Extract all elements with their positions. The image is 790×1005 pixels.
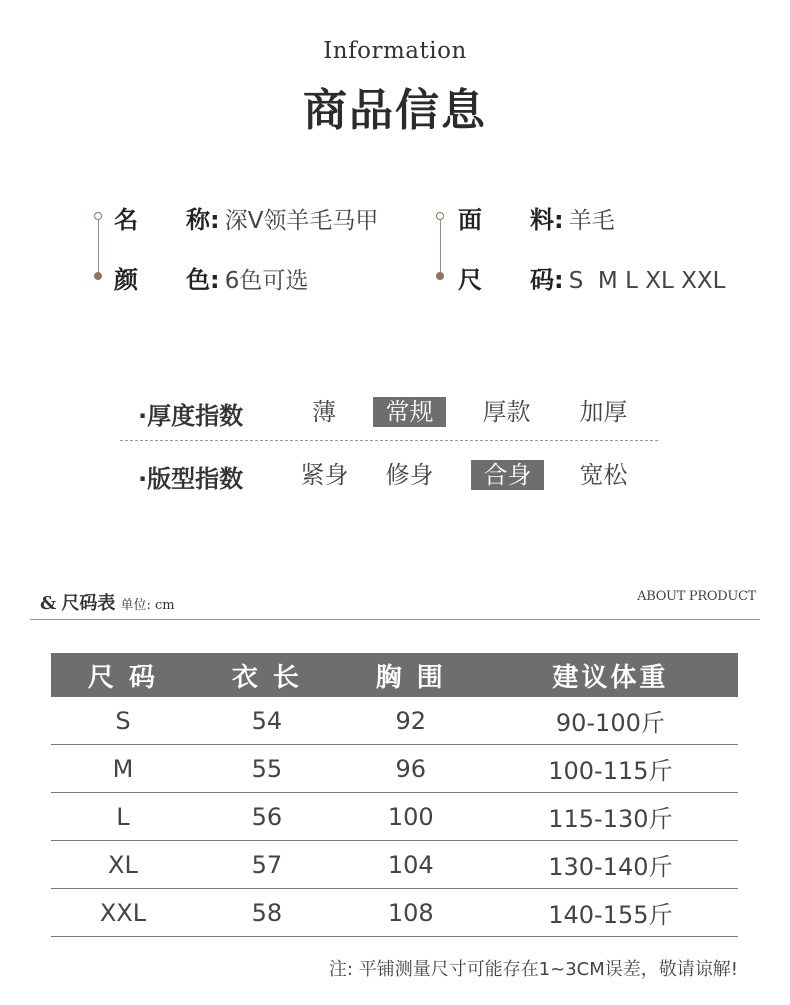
- cell-size: M: [51, 745, 195, 793]
- thickness-option-selected: 常规: [373, 397, 446, 427]
- fit-option: 紧身: [300, 461, 349, 489]
- hollow-dot-icon: [94, 212, 102, 220]
- measurement-note: 注: 平铺测量尺寸可能存在1~3CM误差，敬请谅解!: [328, 959, 738, 980]
- filled-dot-icon: [94, 272, 102, 280]
- table-row: [51, 697, 738, 745]
- cell-chest: 92: [339, 697, 483, 745]
- connector-line: [98, 220, 99, 276]
- cell-chest: 100: [339, 793, 483, 841]
- attr-value: S M L XL XXL: [568, 268, 726, 294]
- size-chart-title: 尺码表: [61, 593, 116, 614]
- col-header-length: 衣 长: [195, 653, 339, 697]
- col-header-size: 尺 码: [51, 653, 195, 697]
- attr-colon: :: [554, 266, 564, 294]
- attr-name-row: [114, 200, 378, 235]
- cell-weight: 115-130斤: [483, 793, 738, 841]
- attr-label: 颜 色: [114, 266, 210, 294]
- cell-length: 57: [195, 841, 339, 889]
- table-header-row: [51, 653, 738, 697]
- cell-weight: 140-155斤: [483, 889, 738, 937]
- cell-weight: 130-140斤: [483, 841, 738, 889]
- section-title-en: Information: [323, 38, 467, 64]
- cell-length: 56: [195, 793, 339, 841]
- col-header-weight: 建议体重: [483, 653, 738, 697]
- fit-option: 修身: [385, 461, 434, 489]
- connector-line: [440, 220, 441, 276]
- section-title-cn: 商品信息: [303, 85, 487, 136]
- cell-size: XXL: [51, 889, 195, 937]
- attr-value: 深V领羊毛马甲: [224, 208, 379, 234]
- attr-label: 面 料: [458, 206, 554, 234]
- dashed-divider: [120, 440, 658, 441]
- attr-size-row: [458, 260, 725, 295]
- filled-dot-icon: [436, 272, 444, 280]
- fit-index-title: ·版型指数: [138, 465, 244, 493]
- thickness-option: 厚款: [482, 398, 531, 426]
- cell-weight: 90-100斤: [483, 697, 738, 745]
- cell-length: 54: [195, 697, 339, 745]
- attr-color-row: [114, 260, 308, 295]
- cell-length: 58: [195, 889, 339, 937]
- table-row: [51, 745, 738, 793]
- table-row: [51, 889, 738, 937]
- cell-chest: 108: [339, 889, 483, 937]
- about-product-label: ABOUT PRODUCT: [637, 589, 756, 604]
- cell-chest: 104: [339, 841, 483, 889]
- size-table: [51, 653, 738, 937]
- attr-colon: :: [210, 266, 220, 294]
- thickness-index-title: ·厚度指数: [138, 402, 244, 430]
- thickness-option: 加厚: [579, 398, 628, 426]
- attr-decoration-right: [436, 212, 446, 282]
- attr-label: 名 称: [114, 206, 210, 234]
- attr-fabric-row: [458, 200, 615, 235]
- col-header-chest: 胸 围: [339, 653, 483, 697]
- thickness-option: 薄: [312, 398, 336, 426]
- cell-length: 55: [195, 745, 339, 793]
- table-row: [51, 793, 738, 841]
- attr-colon: :: [554, 206, 564, 234]
- cell-size: L: [51, 793, 195, 841]
- ampersand-mark: &: [40, 593, 57, 614]
- attr-decoration-left: [94, 212, 104, 282]
- cell-weight: 100-115斤: [483, 745, 738, 793]
- header-rule: [30, 619, 760, 620]
- cell-size: XL: [51, 841, 195, 889]
- size-unit-label: 单位: cm: [120, 598, 175, 613]
- hollow-dot-icon: [436, 212, 444, 220]
- table-row: [51, 841, 738, 889]
- fit-option: 宽松: [579, 461, 628, 489]
- attr-value: 6色可选: [224, 268, 309, 294]
- cell-chest: 96: [339, 745, 483, 793]
- attr-value: 羊毛: [568, 208, 615, 234]
- fit-option-selected: 合身: [471, 460, 544, 490]
- attr-colon: :: [210, 206, 220, 234]
- size-chart-heading: [40, 589, 175, 615]
- attr-label: 尺 码: [458, 266, 554, 294]
- cell-size: S: [51, 697, 195, 745]
